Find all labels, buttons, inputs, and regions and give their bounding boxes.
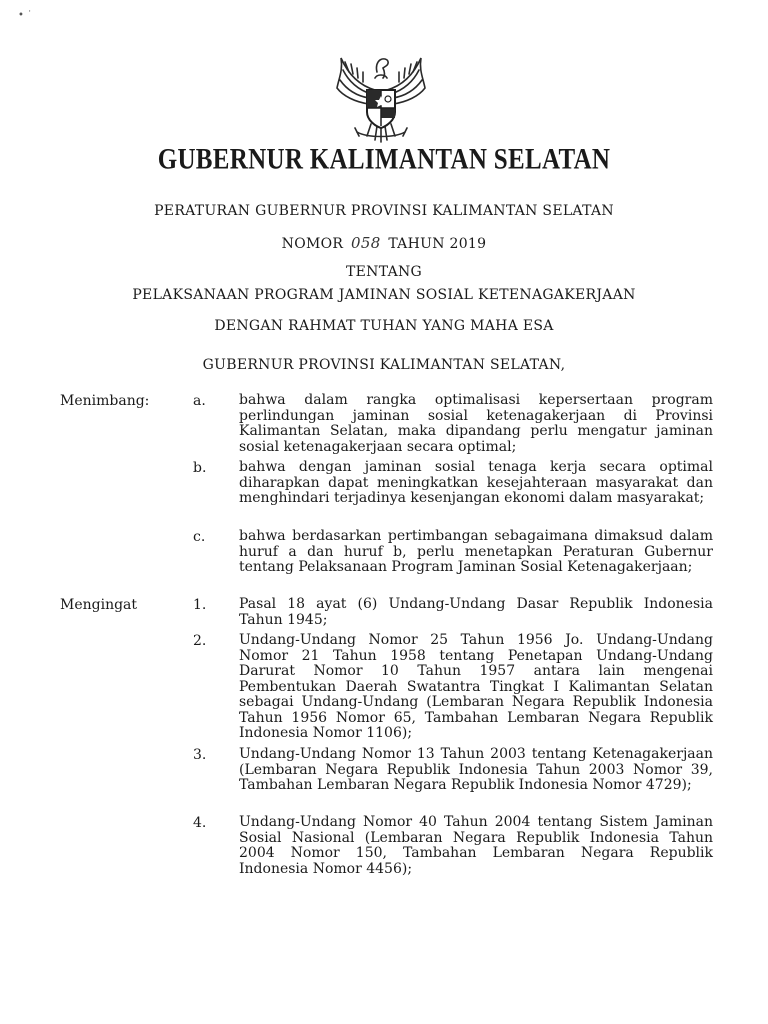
- item-text: Undang-Undang Nomor 13 Tahun 2003 tentang Ketenagakerjaan (Lembaran Negara Republik Indonesia Tahun 2003 Nomor 39, Tambahan Lembaran Negara Republik Indonesia Nomor 4729);: [239, 746, 713, 793]
- blessing-line: DENGAN RAHMAT TUHAN YANG MAHA ESA: [214, 318, 554, 334]
- mengingat-item: [193, 633, 713, 742]
- menimbang-item: [193, 393, 713, 455]
- nomor-value: 058: [351, 234, 381, 252]
- item-marker: 3.: [193, 747, 207, 763]
- item-text: Undang-Undang Nomor 25 Tahun 1956 Jo. Undang-Undang Nomor 21 Tahun 1958 tentang Penetapan Undang-Undang Darurat Nomor 10 Tahun 1957 antara lain mengenai Pembentukan Daerah Swatantra Tingkat I Kalimantan Selatan sebagai Undang-Undang (Lembaran Negara Republik Indonesia Tahun 1956 Nomor 65, Tambahan Lembaran Negara Republik Indonesia Nomor 1106);: [239, 632, 713, 741]
- mengingat-label: Mengingat: [60, 597, 138, 613]
- item-marker: 4.: [193, 815, 207, 831]
- item-text: Pasal 18 ayat (6) Undang-Undang Dasar Republik Indonesia Tahun 1945;: [239, 596, 713, 628]
- item-text: Undang-Undang Nomor 40 Tahun 2004 tentang Sistem Jaminan Sosial Nasional (Lembaran Negara Republik Indonesia Tahun 2004 Nomor 150, Tambahan Lembaran Negara Republik Indonesia Nomor 4456);: [239, 814, 713, 877]
- scan-speck: • ˙: [18, 10, 33, 21]
- governor-line: GUBERNUR PROVINSI KALIMANTAN SELATAN,: [202, 357, 566, 373]
- item-marker: c.: [193, 529, 206, 545]
- item-marker: a.: [193, 393, 206, 409]
- mengingat-item: [193, 747, 713, 794]
- regulation-subject: PELAKSANAAN PROGRAM JAMINAN SOSIAL KETENAGAKERJAAN: [132, 287, 636, 303]
- regulation-number: [0, 234, 768, 252]
- tentang-label: TENTANG: [345, 264, 423, 280]
- item-text: bahwa berdasarkan pertimbangan sebagaimana dimaksud dalam huruf a dan huruf b, perlu menetapkan Peraturan Gubernur tentang Pelaksanaan Program Jaminan Sosial Ketenagakerjaan;: [239, 528, 713, 575]
- garuda-pancasila-emblem-icon: [331, 50, 431, 146]
- menimbang-label: Menimbang:: [60, 393, 150, 409]
- mengingat-item: [193, 815, 713, 877]
- nomor-suffix: TAHUN 2019: [388, 236, 487, 252]
- item-text: bahwa dalam rangka optimalisasi kepersertaan program perlindungan jaminan sosial ketenagakerjaan di Provinsi Kalimantan Selatan, maka dipandang perlu mengatur jaminan sosial ketenagakerjaan secara optimal;: [239, 392, 713, 455]
- item-marker: b.: [193, 460, 207, 476]
- nomor-prefix: NOMOR: [281, 236, 344, 252]
- mengingat-item: [193, 597, 713, 628]
- item-marker: 1.: [193, 597, 207, 613]
- document-title: GUBERNUR KALIMANTAN SELATAN: [157, 143, 611, 176]
- menimbang-item: [193, 460, 713, 507]
- item-text: bahwa dengan jaminan sosial tenaga kerja secara optimal diharapkan dapat meningkatkan kesejahteraan masyarakat dan menghindari terjadinya kesenjangan ekonomi dalam masyarakat;: [239, 459, 713, 506]
- menimbang-item: [193, 529, 713, 576]
- item-marker: 2.: [193, 633, 207, 649]
- regulation-heading: PERATURAN GUBERNUR PROVINSI KALIMANTAN SELATAN: [154, 203, 614, 219]
